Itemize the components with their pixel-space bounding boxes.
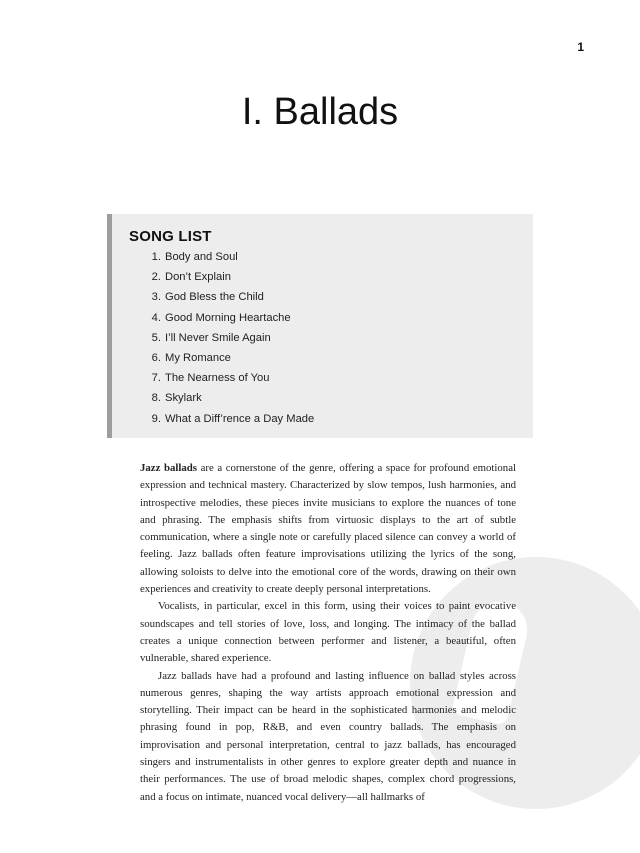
song-number: 9. [151,412,161,425]
song-list-item [112,348,533,368]
song-number: 7. [151,372,161,385]
song-number: 1. [151,251,161,263]
song-number: 5. [151,331,161,344]
song-list-item [112,328,533,348]
song-title: God Bless the Child [165,291,264,304]
song-title: My Romance [165,351,231,364]
intro-paragraph [140,460,516,598]
song-list-item [112,409,533,429]
song-list-item [112,388,533,408]
song-number: 3. [151,291,161,304]
song-title: What a Diff’rence a Day Made [165,412,315,425]
song-title: Good Morning Heartache [165,311,291,324]
song-title: Body and Soul [165,251,238,263]
song-number: 6. [151,351,161,364]
song-number: 2. [151,271,161,284]
song-list-item [112,247,533,267]
chapter-body-text [140,460,516,806]
page-number: 1 [577,40,584,54]
song-list-item [112,368,533,388]
vocalists-paragraph: Vocalists, in particular, excel in this form, using their voices to paint evocative soundscapes and tell stories of love, loss, and longing. The intimacy of the ballad creates a unique connection between performer and listener, a beautiful, often vulnerable, shared experience. [140,600,516,665]
song-number: 4. [151,311,161,324]
song-list-item [112,308,533,328]
song-list-box [107,214,533,438]
song-title: Skylark [165,392,202,405]
song-title: Don’t Explain [165,271,231,284]
song-list-heading: SONG LIST [129,228,212,245]
song-number: 8. [151,392,161,405]
song-title: I’ll Never Smile Again [165,331,271,344]
song-list-item [112,287,533,307]
chapter-title: I. Ballads [241,91,399,133]
influence-paragraph: Jazz ballads have had a profound and lasting influence on ballad styles across numerous genres, shaping the way artists approach emotional expression and storytelling. Their impact can be heard in the sophisticated harmonies and melodic phrasing found in pop, R&B, and even country ballads. The emphasis on improvisation and personal interpretation, central to jazz ballads, has encouraged singers and instrumentalists in other genres to explore greater depth and nuance in their performances. The use of broad melodic shapes, complex chord progressions, and a focus on intimate, nuanced vocal delivery—all hallmarks of [140,669,516,803]
song-list-item [112,267,533,287]
song-title: The Nearness of You [165,372,270,385]
lead-term: Jazz ballads [140,462,197,474]
intro-paragraph-text: are a cornerstone of the genre, offering a space for profound emotional expression and technical mastery. Characterized by slow tempos, lush harmonies, and introspective melodies, these pieces invite musicians to explore the nuances of tone and phrasing. The emphasis shifts from virtuosic displays to the art of subtle communication, where a single note or carefully placed silence can convey a world of feeling. Jazz ballads often feature improvisations utilizing the lyrics of the song, allowing soloists to delve into the emotional core of the words, drawing on their own experiences and creativity to create deeply personal interpretations. [140,462,516,596]
song-list [112,247,533,429]
